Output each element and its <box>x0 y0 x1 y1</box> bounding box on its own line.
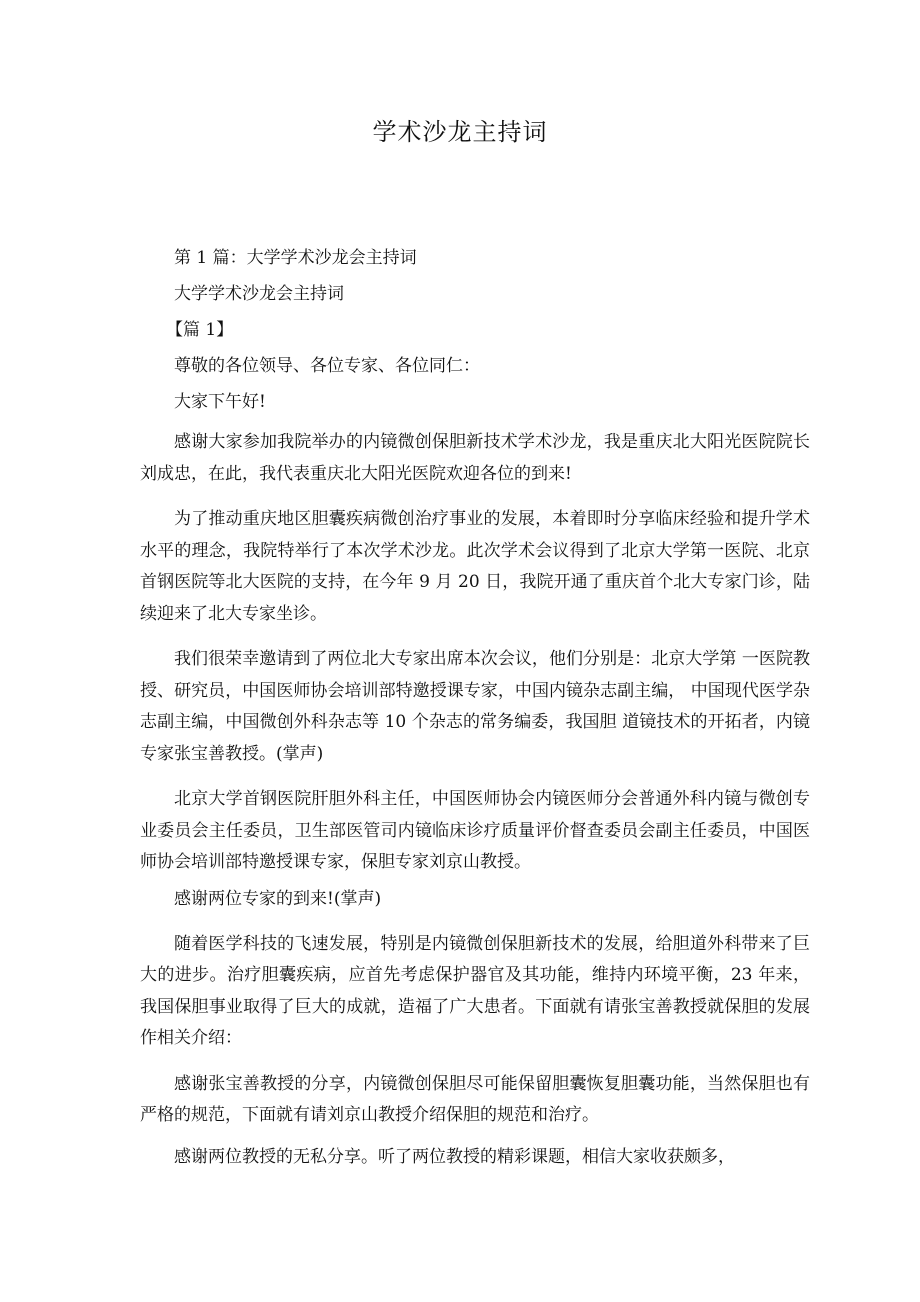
paragraph-expert-zhang: 我们很荣幸邀请到了两位北大专家出席本次会议，他们分别是：北京大学第 一医院教授、研究员，中国医师协会培训部特邀授课专家，中国内镜杂志副主编， 中国现代医学杂志副主编，中国微创外科杂志等 10 个杂志的常务编委，我国胆 道镜技术的开拓者，内镜专家张宝善教授。(掌声) <box>140 649 810 764</box>
paragraph-greeting: 大家下午好! <box>174 392 266 412</box>
paragraph-section-marker: 【篇 1】 <box>166 320 234 340</box>
paragraph-expert-liu: 北京大学首钢医院肝胆外科主任，中国医师协会内镜医师分会普通外科内镜与微创专业委员会主任委员，卫生部医管司内镜临床诊疗质量评价督查委员会副主任委员，中国医师协会培训部特邀授课专家，保胆专家刘京山教授。 <box>140 789 810 872</box>
document-body <box>140 242 810 1173</box>
paragraph-chapter-heading: 第 1 篇：大学学术沙龙会主持词 <box>174 248 417 268</box>
paragraph-subtitle: 大学学术沙龙会主持词 <box>174 284 344 304</box>
paragraph-thanks-experts: 感谢两位专家的到来!(掌声) <box>174 888 382 909</box>
document-title: 学术沙龙主持词 <box>372 118 548 146</box>
paragraph-purpose: 为了推动重庆地区胆囊疾病微创治疗事业的发展，本着即时分享临床经验和提升学术水平的理念，我院特举行了本次学术沙龙。此次学术会议得到了北京大学第一医院、北京首钢医院等北大医院的支持，在今年 9 月 20 日，我院开通了重庆首个北大专家门诊，陆续迎来了北大专家坐诊。 <box>140 509 810 624</box>
paragraph-salutation: 尊敬的各位领导、各位专家、各位同仁： <box>174 356 480 376</box>
paragraph-thanks-zhang: 感谢张宝善教授的分享，内镜微创保胆尽可能保留胆囊恢复胆囊功能，当然保胆也有严格的规范，下面就有请刘京山教授介绍保胆的规范和治疗。 <box>140 1073 810 1125</box>
paragraph-closing: 感谢两位教授的无私分享。听了两位教授的精彩课题，相信大家收获颇多， <box>174 1146 735 1167</box>
paragraph-development: 随着医学科技的飞速发展，特别是内镜微创保胆新技术的发展，给胆道外科带来了巨大的进步。治疗胆囊疾病，应首先考虑保护器官及其功能，维持内环境平衡，23 年来，我国保胆事业取得了巨大的成就，造福了广大患者。下面就有请张宝善教授就保胆的发展作相关介绍： <box>140 933 810 1048</box>
paragraph-welcome: 感谢大家参加我院举办的内镜微创保胆新技术学术沙龙，我是重庆北大阳光医院院长刘成忠，在此，我代表重庆北大阳光医院欢迎各位的到来! <box>140 432 810 484</box>
